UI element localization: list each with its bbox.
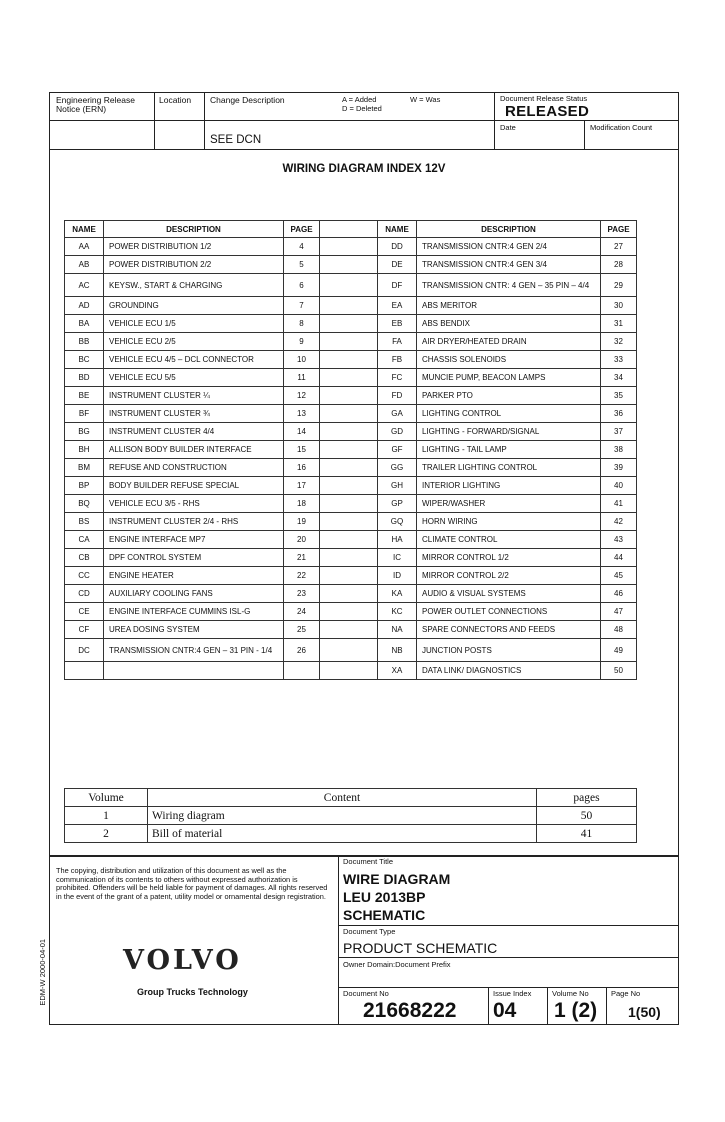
- item-page: 19: [284, 513, 320, 531]
- item-code: AB: [65, 256, 104, 274]
- document-title-label: Document Title: [343, 857, 394, 866]
- column-header: PAGE: [601, 221, 637, 238]
- change-description-label: Change Description: [210, 95, 285, 105]
- column-header: NAME: [65, 221, 104, 238]
- item-code: NB: [378, 639, 417, 662]
- spacer-cell: [320, 459, 378, 477]
- item-description: INSTRUMENT CLUSTER ¼: [104, 387, 284, 405]
- table-row: [65, 621, 637, 639]
- item-page: 42: [601, 513, 637, 531]
- volume-header: Volume: [65, 789, 148, 807]
- table-row: [65, 567, 637, 585]
- item-page: 6: [284, 274, 320, 297]
- item-code: EB: [378, 315, 417, 333]
- table-row: [65, 531, 637, 549]
- item-code: DF: [378, 274, 417, 297]
- item-page: 31: [601, 315, 637, 333]
- spacer-cell: [320, 603, 378, 621]
- issue-index-label: Issue Index: [493, 989, 532, 998]
- spacer-cell: [320, 297, 378, 315]
- item-description: GROUNDING: [104, 297, 284, 315]
- item-description: DPF CONTROL SYSTEM: [104, 549, 284, 567]
- item-code: ID: [378, 567, 417, 585]
- item-page: 38: [601, 441, 637, 459]
- item-page: 50: [601, 662, 637, 680]
- item-page: 5: [284, 256, 320, 274]
- item-page: 16: [284, 459, 320, 477]
- document-number-label: Document No: [343, 989, 389, 998]
- owner-domain-label: Owner Domain:Document Prefix: [343, 960, 451, 969]
- footer-line: [338, 987, 679, 988]
- item-description: LIGHTING - FORWARD/SIGNAL: [417, 423, 601, 441]
- footer-col-line: [488, 987, 489, 1025]
- issue-index: 04: [493, 999, 517, 1022]
- item-description: POWER DISTRIBUTION 1/2: [104, 238, 284, 256]
- item-description: POWER OUTLET CONNECTIONS: [417, 603, 601, 621]
- spacer-cell: [320, 662, 378, 680]
- item-page: 22: [284, 567, 320, 585]
- spacer-cell: [320, 387, 378, 405]
- document-title-line: WIRE DIAGRAM: [343, 871, 451, 887]
- item-page: 15: [284, 441, 320, 459]
- spacer-cell: [320, 238, 378, 256]
- item-code: BC: [65, 351, 104, 369]
- table-row: [65, 603, 637, 621]
- table-row: [65, 369, 637, 387]
- item-page: 7: [284, 297, 320, 315]
- item-description: INSTRUMENT CLUSTER ¾: [104, 405, 284, 423]
- item-code: KA: [378, 585, 417, 603]
- footer-line: [338, 925, 679, 926]
- table-row: [65, 495, 637, 513]
- was-legend: W = Was: [410, 95, 441, 104]
- item-description: JUNCTION POSTS: [417, 639, 601, 662]
- item-code: CC: [65, 567, 104, 585]
- item-page: 10: [284, 351, 320, 369]
- ern-label: Engineering Release Notice (ERN): [56, 95, 135, 114]
- item-description: ENGINE INTERFACE CUMMINS ISL-G: [104, 603, 284, 621]
- item-code: BE: [65, 387, 104, 405]
- item-code: BM: [65, 459, 104, 477]
- item-page: 49: [601, 639, 637, 662]
- volume-number-label: Volume No: [552, 989, 589, 998]
- item-code: BP: [65, 477, 104, 495]
- item-page: 43: [601, 531, 637, 549]
- item-page: [284, 662, 320, 680]
- item-description: VEHICLE ECU 1/5: [104, 315, 284, 333]
- volume-cell: 2: [65, 825, 148, 843]
- item-description: ABS MERITOR: [417, 297, 601, 315]
- item-code: BD: [65, 369, 104, 387]
- item-description: MIRROR CONTROL 1/2: [417, 549, 601, 567]
- item-code: HA: [378, 531, 417, 549]
- item-page: 39: [601, 459, 637, 477]
- column-header: PAGE: [284, 221, 320, 238]
- item-description: PARKER PTO: [417, 387, 601, 405]
- spacer-cell: [320, 423, 378, 441]
- item-description: CLIMATE CONTROL: [417, 531, 601, 549]
- table-row: [65, 238, 637, 256]
- item-description: KEYSW., START & CHARGING: [104, 274, 284, 297]
- item-page: 11: [284, 369, 320, 387]
- spacer-cell: [320, 274, 378, 297]
- item-description: AIR DRYER/HEATED DRAIN: [417, 333, 601, 351]
- item-code: FB: [378, 351, 417, 369]
- item-description: AUDIO & VISUAL SYSTEMS: [417, 585, 601, 603]
- item-code: CE: [65, 603, 104, 621]
- item-page: 47: [601, 603, 637, 621]
- item-description: LIGHTING CONTROL: [417, 405, 601, 423]
- spacer-cell: [320, 585, 378, 603]
- table-row: [65, 549, 637, 567]
- item-description: SPARE CONNECTORS AND FEEDS: [417, 621, 601, 639]
- date-label: Date: [500, 123, 516, 132]
- footer-line: [338, 957, 679, 958]
- volume-cell: 1: [65, 807, 148, 825]
- item-description: ENGINE HEATER: [104, 567, 284, 585]
- item-description: VEHICLE ECU 4/5 – DCL CONNECTOR: [104, 351, 284, 369]
- modification-count-label: Modification Count: [590, 123, 653, 132]
- item-code: XA: [378, 662, 417, 680]
- item-description: BODY BUILDER REFUSE SPECIAL: [104, 477, 284, 495]
- spacer-cell: [320, 369, 378, 387]
- item-page: 48: [601, 621, 637, 639]
- header-col-line: [494, 92, 495, 149]
- copyright-notice: The copying, distribution and utilization of this document as well as the communication of its contents to others without expressed authorization is prohibited. Offenders will be held liable for payment of damages. All rights reserved in the event of the grant of a patent, utility model or ornamental design registration.: [56, 866, 328, 901]
- item-page: 36: [601, 405, 637, 423]
- spacer-cell: [320, 351, 378, 369]
- item-code: DD: [378, 238, 417, 256]
- item-page: 46: [601, 585, 637, 603]
- column-header: DESCRIPTION: [417, 221, 601, 238]
- item-page: 21: [284, 549, 320, 567]
- document-title-line: LEU 2013BP: [343, 889, 426, 905]
- item-page: 13: [284, 405, 320, 423]
- document-type-label: Document Type: [343, 927, 396, 936]
- item-description: MUNCIE PUMP, BEACON LAMPS: [417, 369, 601, 387]
- item-description: [104, 662, 284, 680]
- item-page: 33: [601, 351, 637, 369]
- table-row: [65, 423, 637, 441]
- item-description: INTERIOR LIGHTING: [417, 477, 601, 495]
- table-header-row: [65, 221, 637, 238]
- item-description: TRAILER LIGHTING CONTROL: [417, 459, 601, 477]
- item-code: GF: [378, 441, 417, 459]
- item-description: ENGINE INTERFACE MP7: [104, 531, 284, 549]
- item-code: AA: [65, 238, 104, 256]
- see-dcn-text: SEE DCN: [210, 134, 262, 146]
- item-code: FD: [378, 387, 417, 405]
- content-cell: Wiring diagram: [148, 807, 537, 825]
- column-header: [320, 221, 378, 238]
- form-id: EDM-W 2000-04-01: [37, 938, 47, 1006]
- item-page: 4: [284, 238, 320, 256]
- table-row: [65, 333, 637, 351]
- pages-cell: 41: [537, 825, 637, 843]
- item-page: 8: [284, 315, 320, 333]
- item-description: ABS BENDIX: [417, 315, 601, 333]
- volvo-logo: VOLVO: [123, 945, 242, 976]
- item-code: DE: [378, 256, 417, 274]
- table-row: [65, 315, 637, 333]
- pages-header: pages: [537, 789, 637, 807]
- spacer-cell: [320, 256, 378, 274]
- item-description: TRANSMISSION CNTR:4 GEN 2/4: [417, 238, 601, 256]
- content-cell: Bill of material: [148, 825, 537, 843]
- item-page: 40: [601, 477, 637, 495]
- table-row: [65, 477, 637, 495]
- item-page: 37: [601, 423, 637, 441]
- header-bottom-line: [49, 149, 679, 150]
- item-page: 32: [601, 333, 637, 351]
- footer-col-line: [606, 987, 607, 1025]
- wiring-diagram-index-table: [64, 220, 637, 680]
- spacer-cell: [320, 441, 378, 459]
- item-code: GH: [378, 477, 417, 495]
- spacer-cell: [320, 333, 378, 351]
- deleted-legend: D = Deleted: [342, 104, 382, 113]
- document-title-line: SCHEMATIC: [343, 907, 426, 923]
- table-row: [65, 351, 637, 369]
- item-page: 35: [601, 387, 637, 405]
- volume-header-row: [65, 789, 637, 807]
- item-page: 30: [601, 297, 637, 315]
- company-name: Group Trucks Technology: [137, 987, 248, 997]
- table-row: [65, 441, 637, 459]
- spacer-cell: [320, 639, 378, 662]
- item-description: HORN WIRING: [417, 513, 601, 531]
- document-title: [343, 870, 450, 924]
- item-code: FC: [378, 369, 417, 387]
- item-page: 14: [284, 423, 320, 441]
- item-code: AC: [65, 274, 104, 297]
- item-code: BG: [65, 423, 104, 441]
- item-code: GP: [378, 495, 417, 513]
- location-label: Location: [159, 95, 192, 105]
- table-row: [65, 662, 637, 680]
- table-row: [65, 256, 637, 274]
- item-description: DATA LINK/ DIAGNOSTICS: [417, 662, 601, 680]
- item-code: GA: [378, 405, 417, 423]
- item-description: TRANSMISSION CNTR:4 GEN 3/4: [417, 256, 601, 274]
- added-legend: A = Added: [342, 95, 377, 104]
- item-page: 18: [284, 495, 320, 513]
- item-description: WIPER/WASHER: [417, 495, 601, 513]
- column-header: NAME: [378, 221, 417, 238]
- item-code: NA: [378, 621, 417, 639]
- item-description: TRANSMISSION CNTR: 4 GEN – 35 PIN – 4/4: [417, 274, 601, 297]
- item-description: TRANSMISSION CNTR:4 GEN – 31 PIN - 1/4: [104, 639, 284, 662]
- item-code: [65, 662, 104, 680]
- header-col-line: [204, 92, 205, 149]
- item-description: ALLISON BODY BUILDER INTERFACE: [104, 441, 284, 459]
- spacer-cell: [320, 513, 378, 531]
- table-row: [65, 405, 637, 423]
- spacer-cell: [320, 495, 378, 513]
- item-code: DC: [65, 639, 104, 662]
- item-description: VEHICLE ECU 2/5: [104, 333, 284, 351]
- table-row: [65, 585, 637, 603]
- item-code: BA: [65, 315, 104, 333]
- pages-cell: 50: [537, 807, 637, 825]
- item-page: 27: [601, 238, 637, 256]
- item-page: 45: [601, 567, 637, 585]
- release-status: RELEASED: [505, 103, 590, 120]
- spacer-cell: [320, 567, 378, 585]
- item-description: INSTRUMENT CLUSTER 4/4: [104, 423, 284, 441]
- item-code: BB: [65, 333, 104, 351]
- table-row: [65, 297, 637, 315]
- table-row: [65, 513, 637, 531]
- item-page: 12: [284, 387, 320, 405]
- spacer-cell: [320, 531, 378, 549]
- document-type: PRODUCT SCHEMATIC: [343, 940, 498, 956]
- item-code: IC: [378, 549, 417, 567]
- header-col-line: [154, 92, 155, 149]
- release-status-label: Document Release Status: [500, 94, 588, 103]
- item-code: CD: [65, 585, 104, 603]
- item-page: 20: [284, 531, 320, 549]
- volume-number: 1 (2): [554, 999, 598, 1022]
- item-code: CA: [65, 531, 104, 549]
- item-code: FA: [378, 333, 417, 351]
- item-page: 41: [601, 495, 637, 513]
- item-code: GD: [378, 423, 417, 441]
- item-description: VEHICLE ECU 5/5: [104, 369, 284, 387]
- page-title: WIRING DIAGRAM INDEX 12V: [282, 163, 446, 175]
- table-row: [65, 639, 637, 662]
- item-code: GQ: [378, 513, 417, 531]
- item-description: REFUSE AND CONSTRUCTION: [104, 459, 284, 477]
- item-code: EA: [378, 297, 417, 315]
- item-page: 23: [284, 585, 320, 603]
- volume-row: [65, 825, 637, 843]
- spacer-cell: [320, 621, 378, 639]
- item-page: 28: [601, 256, 637, 274]
- item-page: 44: [601, 549, 637, 567]
- footer-split-line: [338, 855, 339, 1025]
- item-description: INSTRUMENT CLUSTER 2/4 - RHS: [104, 513, 284, 531]
- item-code: BQ: [65, 495, 104, 513]
- item-page: 34: [601, 369, 637, 387]
- item-description: MIRROR CONTROL 2/2: [417, 567, 601, 585]
- spacer-cell: [320, 477, 378, 495]
- footer-col-line: [547, 987, 548, 1025]
- item-description: VEHICLE ECU 3/5 - RHS: [104, 495, 284, 513]
- column-header: DESCRIPTION: [104, 221, 284, 238]
- page-number-label: Page No: [611, 989, 641, 998]
- spacer-cell: [320, 549, 378, 567]
- item-code: CF: [65, 621, 104, 639]
- item-page: 24: [284, 603, 320, 621]
- item-page: 9: [284, 333, 320, 351]
- item-description: UREA DOSING SYSTEM: [104, 621, 284, 639]
- volume-row: [65, 807, 637, 825]
- table-row: [65, 459, 637, 477]
- spacer-cell: [320, 315, 378, 333]
- item-code: BF: [65, 405, 104, 423]
- item-page: 17: [284, 477, 320, 495]
- volume-table: [64, 788, 637, 843]
- document-number: 21668222: [363, 999, 457, 1022]
- header-col-line: [584, 120, 585, 149]
- item-code: BH: [65, 441, 104, 459]
- content-header: Content: [148, 789, 537, 807]
- item-description: CHASSIS SOLENOIDS: [417, 351, 601, 369]
- item-page: 29: [601, 274, 637, 297]
- item-page: 25: [284, 621, 320, 639]
- table-row: [65, 387, 637, 405]
- item-code: AD: [65, 297, 104, 315]
- page-number: 1(50): [628, 1004, 661, 1020]
- item-description: LIGHTING - TAIL LAMP: [417, 441, 601, 459]
- table-row: [65, 274, 637, 297]
- spacer-cell: [320, 405, 378, 423]
- item-description: AUXILIARY COOLING FANS: [104, 585, 284, 603]
- item-page: 26: [284, 639, 320, 662]
- item-code: BS: [65, 513, 104, 531]
- item-code: KC: [378, 603, 417, 621]
- item-code: CB: [65, 549, 104, 567]
- item-description: POWER DISTRIBUTION 2/2: [104, 256, 284, 274]
- item-code: GG: [378, 459, 417, 477]
